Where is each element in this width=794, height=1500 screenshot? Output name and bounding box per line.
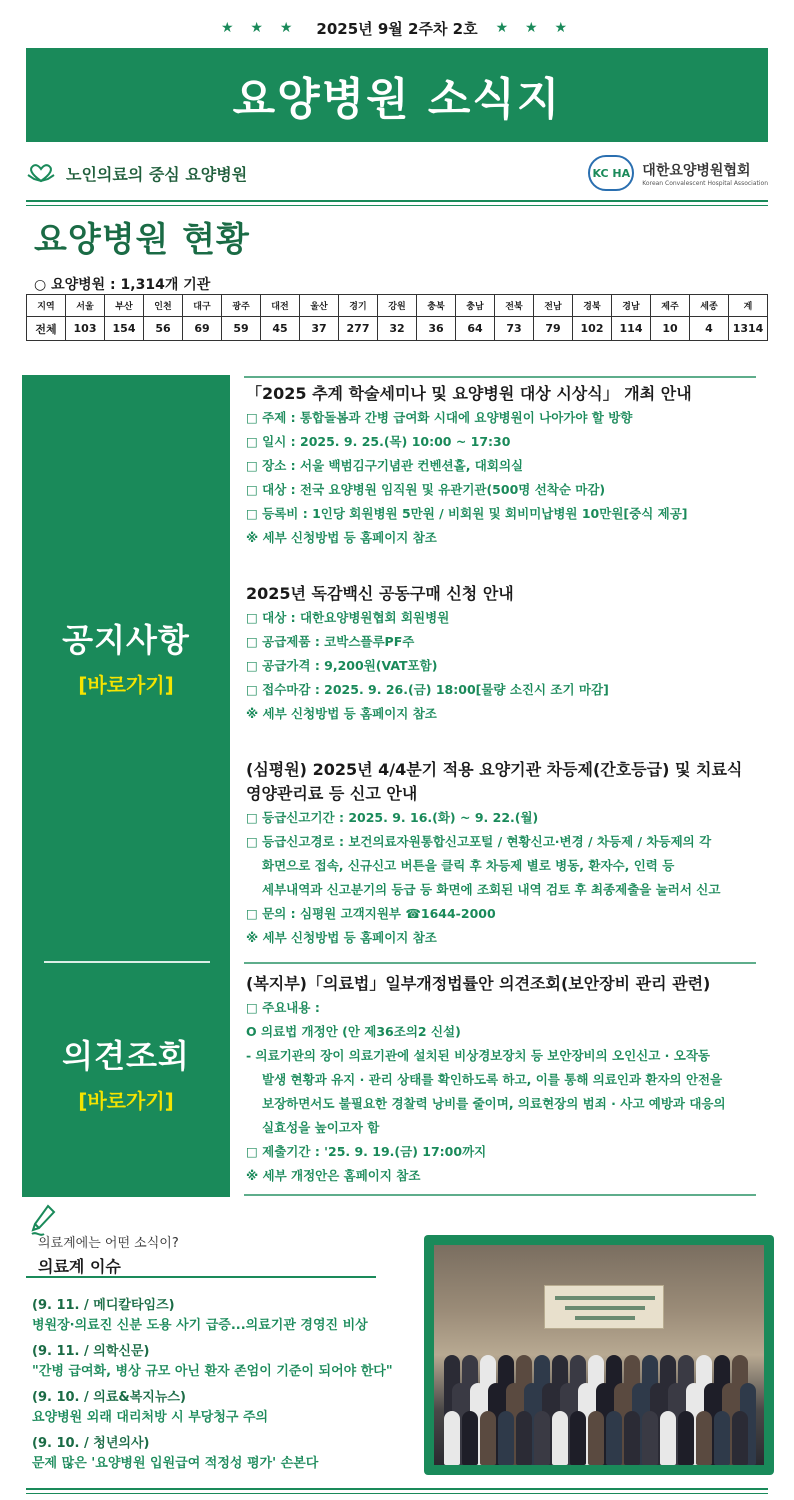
photo-person bbox=[570, 1411, 586, 1465]
table-cell: 10 bbox=[651, 317, 690, 341]
issue-number: 2025년 9월 2주차 2호 bbox=[316, 19, 478, 38]
notice-section-label bbox=[22, 615, 230, 698]
table-cell: 59 bbox=[222, 317, 261, 341]
table-header-cell: 충남 bbox=[456, 295, 495, 317]
opinion-title: 의견조회 bbox=[62, 1037, 190, 1075]
opinion-line: ※ 세부 개정안은 홈페이지 참조 bbox=[246, 1168, 421, 1183]
news-headline[interactable]: 요양병원 외래 대리처방 시 부당청구 주의 bbox=[32, 1410, 269, 1425]
divider bbox=[244, 1194, 756, 1196]
news-item[interactable] bbox=[32, 1342, 432, 1382]
table-header-cell: 울산 bbox=[300, 295, 339, 317]
table-header-cell: 부산 bbox=[105, 295, 144, 317]
photo-person bbox=[480, 1411, 496, 1465]
table-cell: 45 bbox=[261, 317, 300, 341]
association-logo-icon: KC HA bbox=[588, 155, 634, 191]
opinion-line: - 의료기관의 장이 의료기관에 설치된 비상경보장치 등 보안장비의 오인신고 · 오작동 bbox=[246, 1048, 711, 1063]
divider bbox=[244, 376, 756, 378]
status-title: 요양병원 현황 bbox=[34, 220, 250, 260]
notice-item bbox=[246, 382, 794, 550]
notice-line: ※ 세부 신청방법 등 홈페이지 참조 bbox=[246, 930, 437, 945]
photo-person bbox=[444, 1411, 460, 1465]
table-header-cell: 제주 bbox=[651, 295, 690, 317]
notice-item bbox=[246, 758, 794, 950]
table-cell: 32 bbox=[378, 317, 417, 341]
notice-line: □ 장소 : 서울 백범김구기념관 컨벤션홀, 대회의실 bbox=[246, 458, 524, 473]
table-cell: 64 bbox=[456, 317, 495, 341]
notice-heading-cont[interactable]: 영양관리료 등 신고 안내 bbox=[246, 784, 418, 803]
divider bbox=[26, 200, 768, 202]
regional-stats-table bbox=[26, 294, 768, 341]
table-header-cell: 대전 bbox=[261, 295, 300, 317]
table-header-cell: 전북 bbox=[495, 295, 534, 317]
stars-right: ★ ★ ★ bbox=[495, 20, 573, 36]
notice-line: ※ 세부 신청방법 등 홈페이지 참조 bbox=[246, 530, 437, 545]
table-header-cell: 대구 bbox=[183, 295, 222, 317]
opinion-link[interactable]: [바로가기] bbox=[78, 1089, 174, 1113]
banner-text-line bbox=[575, 1316, 635, 1320]
notice-line: □ 공급가격 : 9,200원(VAT포함) bbox=[246, 658, 438, 673]
table-header-cell: 전남 bbox=[534, 295, 573, 317]
notice-line: □ 대상 : 전국 요양병원 임직원 및 유관기관(500명 선착순 마감) bbox=[246, 482, 606, 497]
issue-line bbox=[0, 14, 794, 42]
photo-person bbox=[516, 1411, 532, 1465]
table-cell: 102 bbox=[573, 317, 612, 341]
table-header-cell: 인천 bbox=[144, 295, 183, 317]
notice-heading[interactable]: (심평원) 2025년 4/4분기 적용 요양기관 차등제(간호등급) 및 치료식 bbox=[246, 760, 743, 779]
banner-text-line bbox=[555, 1296, 655, 1300]
opinion-line: □ 제출기간 : '25. 9. 19.(금) 17:00까지 bbox=[246, 1144, 487, 1159]
hospital-count: ○ 요양병원 : 1,314개 기관 bbox=[34, 277, 211, 293]
tagline: 노인의료의 중심 요양병원 bbox=[66, 164, 248, 184]
news-headline[interactable]: 문제 많은 '요양병원 입원급여 적정성 평가' 손본다 bbox=[32, 1456, 319, 1471]
opinion-line: 보장하면서도 불필요한 경찰력 낭비를 줄이며, 의료현장의 범죄 · 사고 예방과 대응의 bbox=[262, 1096, 726, 1111]
table-cell: 56 bbox=[144, 317, 183, 341]
notice-line: □ 등록비 : 1인당 회원병원 5만원 / 비회원 및 회비미납병원 10만원[중식 제공] bbox=[246, 506, 688, 521]
subheader bbox=[26, 150, 768, 196]
issues-underline bbox=[26, 1276, 376, 1278]
table-cell: 69 bbox=[183, 317, 222, 341]
news-source: (9. 11. / 메디칼타임즈) bbox=[32, 1298, 175, 1313]
table-header-cell: 경기 bbox=[339, 295, 378, 317]
photo-person bbox=[552, 1411, 568, 1465]
photo-people bbox=[444, 1335, 754, 1465]
sidebar-divider bbox=[44, 961, 210, 963]
table-cell: 277 bbox=[339, 317, 378, 341]
notice-line: 화면으로 접속, 신규신고 버튼을 클릭 후 차등제 별로 병동, 환자수, 인력 등 bbox=[262, 858, 675, 873]
photo-person bbox=[696, 1411, 712, 1465]
news-item[interactable] bbox=[32, 1388, 432, 1428]
notice-line: □ 등급신고경로 : 보건의료자원통합신고포털 / 현황신고·변경 / 차등제 / 차등제의 각 bbox=[246, 834, 712, 849]
table-cell: 4 bbox=[690, 317, 729, 341]
bottom-rule bbox=[26, 1488, 768, 1490]
opinion-item bbox=[246, 972, 794, 1188]
notice-line: □ 대상 : 대한요양병원협회 회원병원 bbox=[246, 610, 450, 625]
notice-line: ※ 세부 신청방법 등 홈페이지 참조 bbox=[246, 706, 437, 721]
photo-person bbox=[534, 1411, 550, 1465]
photo-person bbox=[714, 1411, 730, 1465]
opinion-line: O 의료법 개정안 (안 제36조의2 신설) bbox=[246, 1024, 461, 1039]
notice-link[interactable]: [바로가기] bbox=[78, 673, 174, 697]
news-source: (9. 10. / 의료&복지뉴스) bbox=[32, 1390, 186, 1405]
opinion-line: 발생 현황과 유지 · 관리 상태를 확인하도록 하고, 이를 통해 의료인과 환자의 안전을 bbox=[262, 1072, 723, 1087]
photo-person bbox=[462, 1411, 478, 1465]
heart-hands-icon bbox=[26, 161, 56, 185]
table-cell: 전체 bbox=[27, 317, 66, 341]
table-header-cell: 세종 bbox=[690, 295, 729, 317]
issues-lead: 의료계에는 어떤 소식이? bbox=[38, 1236, 179, 1251]
news-source: (9. 10. / 청년의사) bbox=[32, 1436, 150, 1451]
stars-left: ★ ★ ★ bbox=[221, 20, 299, 36]
table-header-cell: 경북 bbox=[573, 295, 612, 317]
association-name-en: Korean Convalescent Hospital Association bbox=[642, 179, 768, 187]
news-headline[interactable]: 병원장·의료진 신분 도용 사기 급증...의료기관 경영진 비상 bbox=[32, 1318, 368, 1333]
table-header-cell: 경남 bbox=[612, 295, 651, 317]
notice-line: 세부내역과 신고분기의 등급 등 화면에 조회된 내역 검토 후 최종제출을 눌러서 신고 bbox=[262, 882, 721, 897]
photo-person bbox=[732, 1411, 748, 1465]
divider bbox=[244, 962, 756, 964]
table-header-cell: 계 bbox=[729, 295, 768, 317]
notice-line: □ 일시 : 2025. 9. 25.(목) 10:00 ~ 17:30 bbox=[246, 434, 511, 449]
notice-heading[interactable]: 2025년 독감백신 공동구매 신청 안내 bbox=[246, 584, 514, 603]
table-cell: 1314 bbox=[729, 317, 768, 341]
issues-title: 의료계 이슈 bbox=[38, 1257, 121, 1276]
notice-title: 공지사항 bbox=[62, 621, 190, 659]
event-group-photo bbox=[434, 1245, 764, 1465]
notice-line: □ 문의 : 심평원 고객지원부 ☎1644-2000 bbox=[246, 906, 496, 921]
table-cell: 36 bbox=[417, 317, 456, 341]
table-header-cell: 지역 bbox=[27, 295, 66, 317]
photo-person bbox=[642, 1411, 658, 1465]
news-headline[interactable]: "간병 급여화, 병상 규모 아닌 환자 존엄이 기준이 되어야 한다" bbox=[32, 1364, 393, 1379]
table-header-cell: 광주 bbox=[222, 295, 261, 317]
news-source: (9. 11. / 의학신문) bbox=[32, 1344, 150, 1359]
photo-banner bbox=[544, 1285, 664, 1329]
photo-person bbox=[624, 1411, 640, 1465]
opinion-section-label bbox=[22, 1031, 230, 1114]
photo-person bbox=[660, 1411, 676, 1465]
sidebar-panel bbox=[22, 375, 230, 1197]
bottom-rule bbox=[26, 1493, 768, 1494]
photo-person bbox=[606, 1411, 622, 1465]
photo-person bbox=[678, 1411, 694, 1465]
table-header-cell: 강원 bbox=[378, 295, 417, 317]
photo-person bbox=[588, 1411, 604, 1465]
opinion-line: □ 주요내용 : bbox=[246, 1000, 320, 1015]
tagline-group bbox=[26, 161, 247, 185]
notice-line: □ 등급신고기간 : 2025. 9. 16.(화) ~ 9. 22.(월) bbox=[246, 810, 539, 825]
notice-line: □ 주제 : 통합돌봄과 간병 급여화 시대에 요양병원이 나아가야 할 방향 bbox=[246, 410, 633, 425]
table-header-row bbox=[27, 295, 768, 317]
association-name: 대한요양병원협회 bbox=[642, 162, 751, 179]
table-cell: 37 bbox=[300, 317, 339, 341]
event-photo-frame bbox=[424, 1235, 774, 1475]
table-cell: 73 bbox=[495, 317, 534, 341]
table-header-cell: 충북 bbox=[417, 295, 456, 317]
notice-line: □ 공급제품 : 코박스플루PF주 bbox=[246, 634, 415, 649]
notice-heading[interactable]: 「2025 추계 학술세미나 및 요양병원 대상 시상식」 개최 안내 bbox=[246, 384, 692, 403]
opinion-line: 실효성을 높이고자 함 bbox=[262, 1120, 380, 1135]
opinion-heading[interactable]: (복지부)「의료법」일부개정법률안 의견조회(보안장비 관리 관련) bbox=[246, 974, 711, 993]
banner-text-line bbox=[565, 1306, 645, 1310]
table-cell: 114 bbox=[612, 317, 651, 341]
table-cell: 103 bbox=[66, 317, 105, 341]
association-logo-group[interactable] bbox=[588, 155, 768, 191]
notice-line: □ 접수마감 : 2025. 9. 26.(금) 18:00[물량 소진시 조기 마감] bbox=[246, 682, 609, 697]
table-cell: 154 bbox=[105, 317, 144, 341]
table-row bbox=[27, 317, 768, 341]
photo-person bbox=[498, 1411, 514, 1465]
notice-item bbox=[246, 582, 794, 726]
divider bbox=[26, 205, 768, 206]
news-item[interactable] bbox=[32, 1296, 432, 1336]
newsletter-title: 요양병원 소식지 bbox=[26, 48, 768, 142]
table-header-cell: 서울 bbox=[66, 295, 105, 317]
news-item[interactable] bbox=[32, 1434, 432, 1474]
table-cell: 79 bbox=[534, 317, 573, 341]
association-name-block bbox=[642, 160, 768, 187]
